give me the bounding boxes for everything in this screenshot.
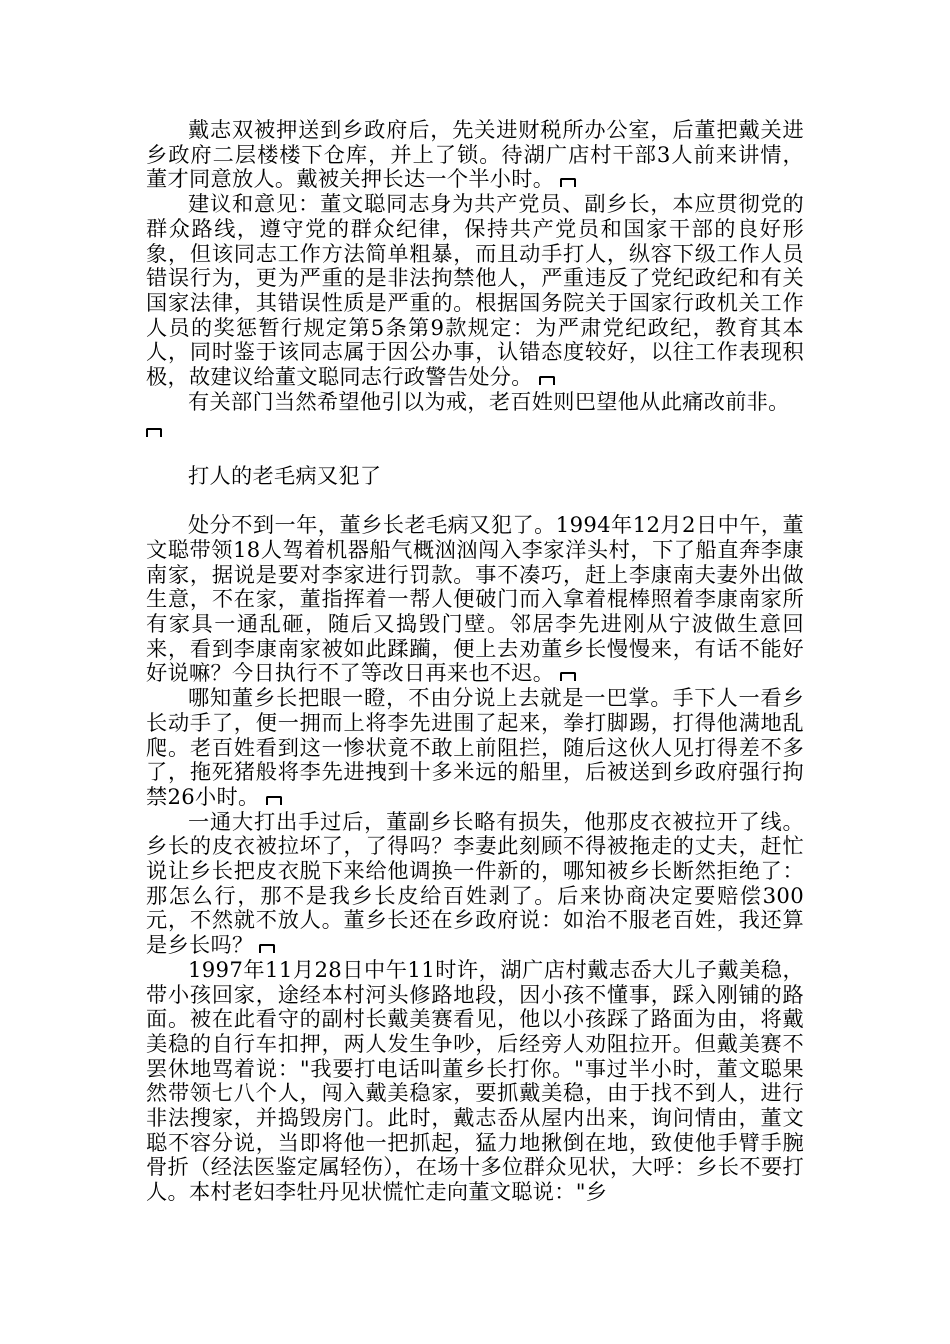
paragraph-text: 处分不到一年，董乡长老毛病又犯了。1994年12月2日中午，董文聪带领18人驾着机器船气概汹汹闯入李家洋头村，下了船直奔李康南家，据说是要对李家进行罚款。事不凑巧，赶上李康南夫妻外出做生意，不在家，董指挥着一帮人便破门而入拿着棍棒照着李康南家所有家具一通乱砸，随后又捣毁门壁。邻居李先进刚从宁波做生意回来，看到李康南家被如此蹂躏，便上去劝董乡长慢慢来，有话不能好好说嘛？今日执行不了等改日再来也不迟。 <box>146 512 804 686</box>
paragraph <box>146 513 804 686</box>
paragraph-mark-icon <box>259 944 275 953</box>
paragraph-mark-icon <box>539 376 555 385</box>
paragraph <box>146 118 804 192</box>
paragraph-mark-icon <box>560 178 576 187</box>
paragraph-mark-icon <box>560 672 576 681</box>
paragraph-mark-icon <box>266 796 282 805</box>
document-page <box>146 118 804 1205</box>
paragraph <box>146 192 804 390</box>
paragraph <box>146 390 804 415</box>
paragraph-text: 建议和意见：董文聪同志身为共产党员、副乡长，本应贯彻党的群众路线，遵守党的群众纪律，保持共产党员和国家干部的良好形象，但该同志工作方法简单粗暴，而且动手打人，纵容下级工作人员错误行为，更为严重的是非法拘禁他人，严重违反了党纪政纪和有关国家法律，其错误性质是严重的。根据国务院关于国家行政机关工作人员的奖惩暂行规定第5条第9款规定：为严肃党纪政纪，教育其本人，同时鉴于该同志属于因公办事，认错态度较好，以往工作表现积极，故建议给董文聪同志行政警告处分。 <box>146 191 804 390</box>
blank-line <box>146 489 804 514</box>
paragraph-text: 哪知董乡长把眼一瞪，不由分说上去就是一巴掌。手下人一看乡长动手了，便一拥而上将李先进围了起来，拳打脚踢，打得他满地乱爬。老百姓看到这一惨状竟不敢上前阻拦，随后这伙人见打得差不多了，拖死猪般将李先进拽到十多米远的船里，后被送到乡政府强行拘禁26小时。 <box>146 685 804 809</box>
paragraph <box>146 958 804 1205</box>
paragraph <box>146 686 804 810</box>
paragraph-text: 一通大打出手过后，董副乡长略有损失，他那皮衣被拉开了线。乡长的皮衣被拉坏了，了得吗？李妻此刻顾不得被拖走的丈夫，赶忙说让乡长把皮衣脱下来给他调换一件新的，哪知被乡长断然拒绝了：那怎么行，那不是我乡长皮给百姓剥了。后来协商决定要赔偿300元，不然就不放人。董乡长还在乡政府说：如治不服老百姓，我还算是乡长吗？ <box>146 808 804 958</box>
empty-line <box>146 414 804 439</box>
paragraph-text: 1997年11月28日中午11时许，湖广店村戴志岙大儿子戴美稳，带小孩回家，途经本村河头修路地段，因小孩不懂事，踩入刚铺的路面。被在此看守的副村长戴美赛看见，他以小孩踩了路面为由，将戴美稳的自行车扣押，两人发生争吵，后经旁人劝阻拉开。但戴美赛不罢休地骂着说："我要打电话叫董乡长打你。"事过半小时，董文聪果然带领七八个人，闯入戴美稳家，要抓戴美稳，由于找不到人，进行非法搜家，并捣毁房门。此时，戴志岙从屋内出来，询问情由，董文聪不容分说，当即将他一把抓起，猛力地揪倒在地，致使他手臂手腕骨折（经法医鉴定属轻伤），在场十多位群众见状，大呼：乡长不要打人。本村老妇李牡丹见状慌忙走向董文聪说："乡 <box>146 956 804 1205</box>
blank-line <box>146 439 804 464</box>
paragraph <box>146 810 804 958</box>
paragraph-text: 戴志双被押送到乡政府后，先关进财税所办公室，后董把戴关进乡政府二层楼楼下仓库，并上了锁。待湖广店村干部3人前来讲情，董才同意放人。戴被关押长达一个半小时。 <box>146 117 804 192</box>
paragraph-mark-icon <box>146 428 162 437</box>
section-heading: 打人的老毛病又犯了 <box>188 462 382 488</box>
paragraph-text: 有关部门当然希望他引以为戒，老百姓则巴望他从此痛改前非。 <box>188 388 790 414</box>
